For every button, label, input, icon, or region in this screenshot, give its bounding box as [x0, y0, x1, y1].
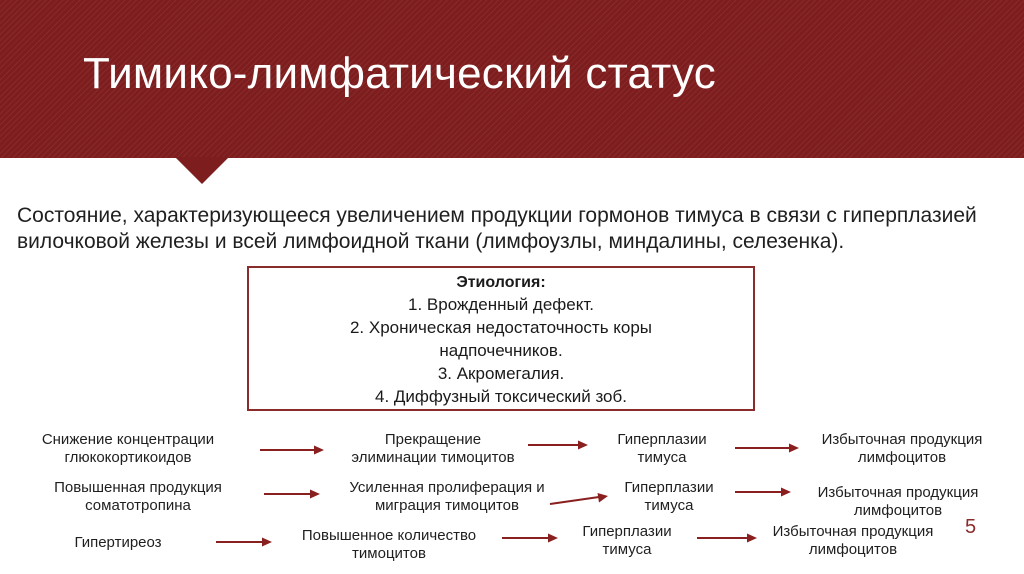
slide-title: Тимико-лимфатический статус: [83, 49, 716, 98]
banner-notch: [175, 157, 229, 184]
etiology-box: [247, 266, 755, 411]
node-line: тимуса: [637, 449, 687, 466]
node-line: лимфоцитов: [853, 502, 943, 519]
arrow-icon: [735, 442, 799, 454]
arrow-icon: [550, 493, 608, 507]
etiology-heading: Этиология:: [456, 274, 546, 291]
etiology-item: 3. Акромегалия.: [437, 364, 565, 383]
etiology-item: надпочечников.: [439, 341, 563, 360]
chain-3-mechanism: [302, 527, 476, 563]
node-line: тимоцитов: [352, 545, 426, 562]
node-line: тимуса: [602, 541, 652, 558]
chain-2-mechanism: [349, 479, 544, 515]
chain-3-cause: [74, 534, 161, 552]
node-line: Усиленная пролиферация и: [349, 479, 545, 496]
chain-2-outcome: [818, 484, 979, 520]
node-line: Избыточная продукция: [821, 431, 983, 448]
etiology-item: 4. Диффузный токсический зоб.: [375, 387, 627, 406]
node-line: Избыточная продукция: [817, 484, 979, 501]
node-line: Снижение концентрации: [41, 431, 215, 448]
node-line: соматотропина: [85, 497, 191, 514]
arrow-icon: [216, 536, 272, 548]
node-line: тимуса: [644, 497, 694, 514]
chain-3-effect: [582, 523, 671, 559]
chain-1-effect: [617, 431, 706, 467]
node-line: Гиперплазии: [624, 479, 714, 496]
chain-1-mechanism: [351, 431, 514, 467]
etiology-item: 1. Врожденный дефект.: [408, 295, 594, 314]
node-line: Гипертиреоз: [74, 534, 162, 551]
arrow-icon: [697, 532, 757, 544]
intro-paragraph: Состояние, характеризующееся увеличением продукции гормонов тимуса в связи с гиперплазией вилочковой железы и всей лимфоидной ткани (лимфоузлы, миндалины, селезенка).: [17, 204, 977, 253]
node-line: Гиперплазии: [582, 523, 672, 540]
node-line: миграция тимоцитов: [374, 497, 519, 514]
node-line: глюкокортикоидов: [64, 449, 192, 466]
arrow-icon: [260, 444, 324, 456]
arrow-icon: [528, 439, 588, 451]
node-line: Гиперплазии: [617, 431, 707, 448]
chain-2-cause: [54, 479, 222, 515]
node-line: Повышенное количество: [301, 527, 477, 544]
arrow-icon: [502, 532, 558, 544]
etiology-item: 2. Хроническая недостаточность коры: [349, 318, 653, 337]
arrow-icon: [735, 486, 791, 498]
node-line: Избыточная продукция: [772, 523, 934, 540]
node-line: лимфоцитов: [808, 541, 898, 558]
chain-1-outcome: [822, 431, 983, 467]
node-line: элиминации тимоцитов: [351, 449, 515, 466]
chain-2-effect: [624, 479, 713, 515]
chain-3-outcome: [773, 523, 934, 559]
chain-1-cause: [42, 431, 214, 467]
arrow-icon: [264, 488, 320, 500]
node-line: Повышенная продукция: [54, 479, 222, 496]
page-number: 5: [965, 516, 977, 538]
node-line: лимфоцитов: [857, 449, 947, 466]
node-line: Прекращение: [384, 431, 482, 448]
